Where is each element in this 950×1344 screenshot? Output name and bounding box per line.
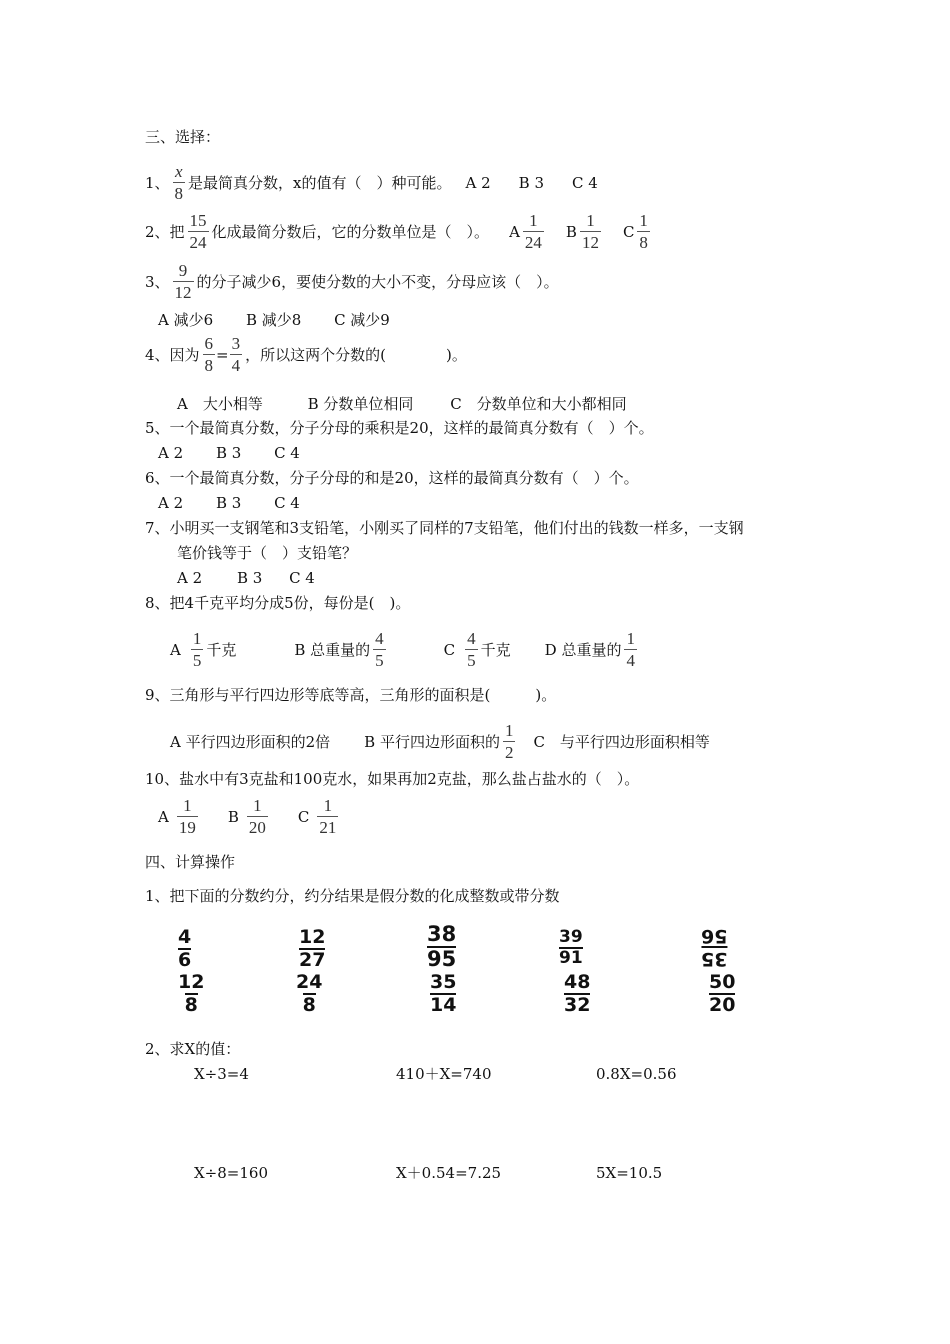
section-3-title: 三、选择： xyxy=(145,128,221,146)
q2-option-c-fraction xyxy=(637,212,650,251)
numerator: 12 xyxy=(178,971,205,993)
denominator: 8 xyxy=(204,356,214,375)
question-1 xyxy=(145,163,598,202)
q4-option-c: C 分数单位和大小都相同 xyxy=(450,395,627,413)
q1-text: 是最简真分数，x的值有（ ）种可能。 xyxy=(188,173,452,192)
q7-options xyxy=(177,568,315,588)
fraction-35-14 xyxy=(430,973,456,1015)
denominator: 20 xyxy=(248,818,266,837)
q8-option-c-unit: 千克 xyxy=(480,640,511,659)
denominator: 8 xyxy=(639,233,648,252)
q4-fraction-right xyxy=(230,335,243,374)
q9-option-b: B 平行四边形面积的 xyxy=(364,732,500,751)
question-6: 6、一个最简真分数，分子分母的和是20，这样的最简真分数有（ ）个。 xyxy=(145,469,639,487)
q4-options xyxy=(177,394,627,414)
denominator: 12 xyxy=(174,283,192,302)
q7-option-b: B 3 xyxy=(236,569,263,587)
q8-option-b: B 总重量的 xyxy=(294,640,371,659)
denominator: 24 xyxy=(524,233,542,252)
q10-option-c: C xyxy=(297,807,310,826)
q1-option-a: A 2 xyxy=(465,173,491,192)
q7-option-a: A 2 xyxy=(177,569,203,587)
fraction-50-20 xyxy=(709,973,735,1015)
numerator: 1 xyxy=(323,796,333,815)
equation-4: X÷8=160 xyxy=(194,1164,268,1182)
q4-option-a: A 大小相等 xyxy=(177,395,263,413)
numerator: 1 xyxy=(253,796,262,815)
q8-option-d-fraction xyxy=(624,630,637,669)
numerator: 35 xyxy=(430,971,457,993)
fraction-38-95 xyxy=(427,924,456,970)
numerator: 38 xyxy=(427,922,457,946)
numerator: 12 xyxy=(299,926,326,948)
section-4-problem-1: 1、把下面的分数约分，约分结果是假分数的化成整数或带分数 xyxy=(145,887,560,905)
q10-option-a-fraction xyxy=(177,797,198,836)
question-9: 9、三角形与平行四边形等底等高，三角形的面积是( )。 xyxy=(145,686,557,704)
question-3 xyxy=(145,262,559,301)
q7-option-c: C 4 xyxy=(289,569,315,587)
denominator: 5 xyxy=(375,651,384,670)
denominator: 5 xyxy=(467,651,476,670)
question-5: 5、一个最简真分数，分子分母的乘积是20，这样的最简真分数有（ ）个。 xyxy=(145,419,654,437)
numerator: 9 xyxy=(178,261,188,280)
fraction-35-56-inverted xyxy=(701,926,727,968)
numerator: 15 xyxy=(189,211,207,230)
q8-option-d: D 总重量的 xyxy=(544,640,622,659)
q1-option-b: B 3 xyxy=(518,173,545,192)
q5-option-c: C 4 xyxy=(274,444,300,462)
numerator: 48 xyxy=(564,971,591,993)
q10-option-a: A xyxy=(158,807,169,826)
q3-prefix: 3、 xyxy=(145,272,170,291)
q2-option-a-fraction xyxy=(523,212,544,251)
numerator: x xyxy=(175,162,183,181)
q10-option-c-fraction xyxy=(317,797,338,836)
numerator: 1 xyxy=(504,721,514,740)
denominator: 24 xyxy=(189,233,207,252)
denominator: 8 xyxy=(302,994,316,1016)
q8-option-c: C xyxy=(443,640,456,659)
q8-option-a-fraction xyxy=(191,630,204,669)
question-4 xyxy=(145,335,467,374)
question-7-line-1: 7、小明买一支钢笔和3支铅笔，小刚买了同样的7支铅笔，他们付出的钱数一样多，一支钢 xyxy=(145,519,744,537)
denominator: 91 xyxy=(559,948,583,968)
q3-option-b: B 减少8 xyxy=(245,311,302,329)
equation-5: X＋0.54=7.25 xyxy=(396,1164,502,1182)
q2-text: 化成最简分数后，它的分数单位是（ ）。 xyxy=(211,222,490,241)
q4-prefix: 4、因为 xyxy=(145,345,200,364)
q4-option-b: B 分数单位相同 xyxy=(307,395,414,413)
denominator: 56 xyxy=(701,925,728,947)
fraction-4-6 xyxy=(178,928,191,970)
denominator: 95 xyxy=(427,947,457,971)
equation-2: 410＋X=740 xyxy=(396,1065,492,1083)
numerator: 1 xyxy=(626,629,635,648)
denominator: 19 xyxy=(178,818,196,837)
denominator: 2 xyxy=(504,743,514,762)
denominator: 14 xyxy=(430,994,457,1016)
q6-option-a: A 2 xyxy=(158,494,184,512)
q6-options xyxy=(158,493,300,513)
denominator: 21 xyxy=(319,818,337,837)
question-7-line-2: 笔价钱等于（ ）支铅笔？ xyxy=(177,544,358,562)
numerator: 39 xyxy=(559,927,583,947)
numerator: 4 xyxy=(178,926,192,948)
q9-options xyxy=(170,722,710,761)
q4-fraction-left xyxy=(203,335,216,374)
numerator: 4 xyxy=(467,629,476,648)
q8-option-c-fraction xyxy=(465,630,478,669)
fraction-24-8 xyxy=(296,973,322,1015)
equation-3: 0.8X=0.56 xyxy=(596,1065,677,1083)
q2-option-b: B xyxy=(565,222,577,241)
q3-options xyxy=(158,310,390,330)
fraction-48-32 xyxy=(564,973,590,1015)
denominator: 32 xyxy=(564,994,591,1016)
q2-option-a: A xyxy=(509,222,520,241)
numerator: 1 xyxy=(586,211,595,230)
numerator: 24 xyxy=(296,971,323,993)
numerator: 1 xyxy=(192,629,202,648)
q8-options xyxy=(170,630,640,669)
q5-option-b: B 3 xyxy=(215,444,242,462)
numerator: 3 xyxy=(231,334,241,353)
q8-option-a: A xyxy=(170,640,181,659)
denominator: 8 xyxy=(174,184,184,203)
q10-options xyxy=(158,797,341,836)
q1-fraction xyxy=(173,163,186,202)
question-10: 10、盐水中有3克盐和100克水，如果再加2克盐，那么盐占盐水的（ ）。 xyxy=(145,770,640,788)
numerator: 1 xyxy=(529,211,538,230)
q5-option-a: A 2 xyxy=(158,444,184,462)
q2-option-b-fraction xyxy=(580,212,601,251)
q6-option-c: C 4 xyxy=(274,494,300,512)
q9-option-a: A 平行四边形面积的2倍 xyxy=(170,732,331,751)
numerator: 4 xyxy=(375,629,384,648)
numerator: 1 xyxy=(639,211,648,230)
numerator: 50 xyxy=(709,971,736,993)
denominator: 12 xyxy=(581,233,599,252)
equation-6: 5X=10.5 xyxy=(596,1164,663,1182)
q3-text: 的分子减少6，要使分数的大小不变，分母应该（ ）。 xyxy=(196,272,559,291)
q6-option-b: B 3 xyxy=(215,494,242,512)
q3-fraction xyxy=(173,262,194,301)
denominator: 4 xyxy=(626,651,635,670)
q1-option-c: C 4 xyxy=(572,173,598,192)
q4-equals: = xyxy=(216,345,229,364)
q5-options xyxy=(158,443,300,463)
numerator: 35 xyxy=(701,948,728,970)
q8-option-b-fraction xyxy=(373,630,386,669)
question-8: 8、把4千克平均分成5份，每份是( )。 xyxy=(145,594,411,612)
q3-option-a: A 减少6 xyxy=(158,311,214,329)
q4-text: ，所以这两个分数的( )。 xyxy=(245,345,467,364)
denominator: 5 xyxy=(192,651,202,670)
denominator: 4 xyxy=(231,356,241,375)
fraction-12-8 xyxy=(178,973,204,1015)
section-4-problem-2: 2、求X的值： xyxy=(145,1040,241,1058)
q2-fraction xyxy=(188,212,209,251)
q9-option-b-fraction xyxy=(503,722,516,761)
denominator: 6 xyxy=(178,949,192,971)
denominator: 8 xyxy=(184,994,198,1016)
equation-1: X÷3=4 xyxy=(194,1065,249,1083)
q3-option-c: C 减少9 xyxy=(334,311,390,329)
q2-option-c: C xyxy=(622,222,635,241)
q1-prefix: 1、 xyxy=(145,173,170,192)
q8-option-a-unit: 千克 xyxy=(206,640,237,659)
numerator: 6 xyxy=(204,334,214,353)
question-2 xyxy=(145,212,653,251)
q10-option-b: B xyxy=(227,807,239,826)
q2-prefix: 2、把 xyxy=(145,222,185,241)
numerator: 1 xyxy=(183,796,192,815)
denominator: 27 xyxy=(299,949,326,971)
denominator: 20 xyxy=(709,994,736,1016)
section-4-title: 四、计算操作 xyxy=(145,853,236,871)
fraction-12-27 xyxy=(299,928,325,970)
fraction-39-91 xyxy=(559,929,583,967)
q10-option-b-fraction xyxy=(247,797,268,836)
q9-option-c: C 与平行四边形面积相等 xyxy=(533,732,710,751)
